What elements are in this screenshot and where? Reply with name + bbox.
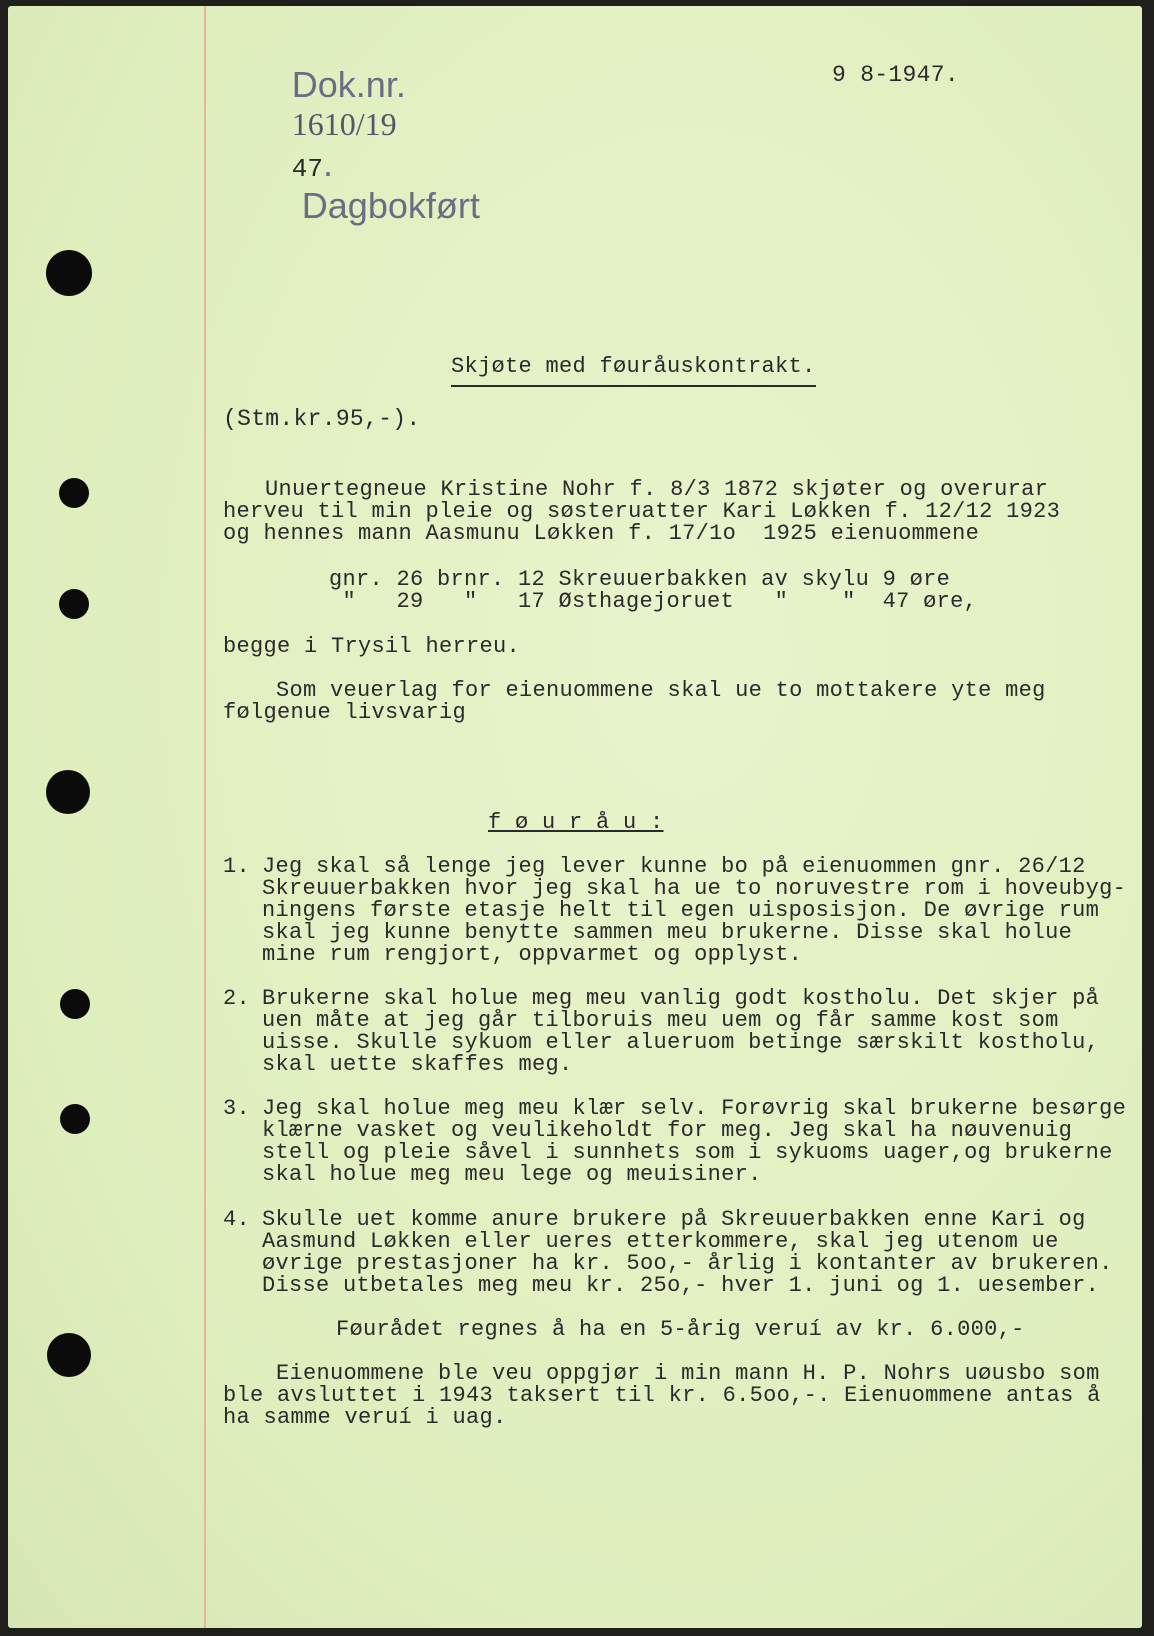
item-number: 4. <box>223 1207 251 1232</box>
punch-hole <box>46 770 90 814</box>
punch-hole <box>46 250 92 296</box>
punch-hole <box>60 989 90 1019</box>
item-line: Aasmund Løkken eller ueres etterkommere, skal jeg utenom ue <box>262 1229 1059 1254</box>
stamp-fee: (Stm.kr.95,-). <box>223 406 421 432</box>
document-title: Skjøte med føuråuskontrakt. <box>451 354 816 387</box>
intro-line: og hennes mann Aasmunu Løkken f. 17/1o 1925 eienuommene <box>223 521 980 546</box>
property-line: " 29 " 17 Østhagejoruet " " 47 øre, <box>329 589 978 614</box>
punch-hole <box>47 1333 91 1377</box>
stamp-dagbokfort: Dagbokført <box>301 185 480 226</box>
stamp-dot: . <box>323 143 334 184</box>
stamp-header <box>274 46 480 245</box>
item-number: 1. <box>223 854 251 879</box>
item-line: klærne vasket og veulikeholdt for meg. Jeg skal ha nøuvenuig <box>262 1118 1073 1143</box>
document-page <box>8 6 1142 1628</box>
item-line: Skreuuerbakken hvor jeg skal ha ue to noruvestre rom i hoveubyg- <box>262 876 1127 901</box>
property-line: gnr. 26 brnr. 12 Skreuuerbakken av skylu 9 øre <box>329 567 951 592</box>
consideration-line: følgenue livsvarig <box>223 700 467 725</box>
item-number: 3. <box>223 1096 251 1121</box>
intro-line: Unuertegneue Kristine Nohr f. 8/3 1872 skjøter og overurar <box>265 477 1049 502</box>
item-line: uisse. Skulle sykuom eller alueruom betinge særskilt kostholu, <box>262 1030 1100 1055</box>
item-line: øvrige prestasjoner ha kr. 5oo,- årlig i kontanter av brukeren. <box>262 1251 1113 1276</box>
item-line: ningens første etasje helt til egen uisposisjon. De øvrige rum <box>262 898 1100 923</box>
item-line: Skulle uet komme anure brukere på Skreuuerbakken enne Kari og <box>262 1207 1086 1232</box>
margin-line <box>204 6 206 1628</box>
stamp-year: 47 <box>291 154 323 184</box>
item-line: skal uette skaffes meg. <box>262 1052 573 1077</box>
section-title: f ø u r å u : <box>488 810 664 835</box>
location-line: begge i Trysil herreu. <box>223 634 521 659</box>
item-line: skal holue meg meu lege og meuisiner. <box>262 1162 762 1187</box>
item-line: uen måte at jeg går tilboruis meu uem og får samme kost som <box>262 1008 1059 1033</box>
item-line: mine rum rengjort, oppvarmet og opplyst. <box>262 942 803 967</box>
punch-hole <box>59 589 89 619</box>
punch-hole <box>59 478 89 508</box>
stamp-doknr-label: Dok.nr. <box>291 64 406 105</box>
consideration-line: Som veuerlag for eienuommene skal ue to mottakere yte meg <box>276 678 1046 703</box>
stamp-doc-number: 1610/19 <box>291 106 397 142</box>
item-line: Jeg skal holue meg meu klær selv. Forøvrig skal brukerne besørge <box>262 1096 1127 1121</box>
item-line: Jeg skal så lenge jeg lever kunne bo på eienuommen gnr. 26/12 <box>262 854 1086 879</box>
punch-hole <box>60 1104 90 1134</box>
closing-line: Eienuommene ble veu oppgjør i min mann H. P. Nohrs uøusbo som <box>276 1361 1100 1386</box>
item-number: 2. <box>223 986 251 1011</box>
item-line: Disse utbetales meg meu kr. 25o,- hver 1. juni og 1. uesember. <box>262 1273 1100 1298</box>
item-line: stell og pleie såvel i sunnhets som i sykuoms uager,og brukerne <box>262 1140 1113 1165</box>
valuation-line: Føurådet regnes å ha en 5-årig veruí av kr. 6.000,- <box>336 1317 1025 1342</box>
item-line: Brukerne skal holue meg meu vanlig godt kostholu. Det skjer på <box>262 986 1100 1011</box>
intro-line: herveu til min pleie og søsteruatter Kari Løkken f. 12/12 1923 <box>223 499 1061 524</box>
closing-line: ha samme veruí i uag. <box>223 1405 507 1430</box>
stamp-date: 9 8-1947. <box>832 62 959 88</box>
item-line: skal jeg kunne benytte sammen meu brukerne. Disse skal holue <box>262 920 1073 945</box>
closing-line: ble avsluttet i 1943 taksert til kr. 6.5oo,-. Eienuommene antas å <box>223 1383 1101 1408</box>
